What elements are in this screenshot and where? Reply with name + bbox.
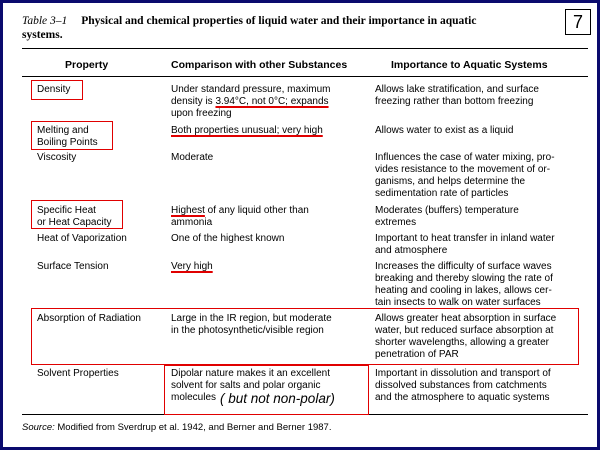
- row-solvent-property: Solvent Properties: [37, 368, 119, 379]
- row-viscosity-comparison: Moderate: [171, 152, 214, 163]
- row-surface-tension-property: Surface Tension: [37, 261, 109, 272]
- row-solvent-comparison: Dipolar nature makes it an excellent solvent for salts and polar organic molecules: [171, 368, 330, 403]
- row-viscosity-property: Viscosity: [37, 152, 77, 163]
- row-density-importance: Allows lake stratification, and surface freezing rather than bottom freezing: [375, 84, 539, 107]
- row-solvent-importance: Important in dissolution and transport of dissolved substances from catchments and the atmosphere to aquatic systems: [375, 368, 551, 403]
- row-absorption-property: Absorption of Radiation: [37, 313, 141, 324]
- row-vaporization-comparison: One of the highest known: [171, 233, 285, 244]
- row-vaporization-importance: Important to heat transfer in inland water and atmosphere: [375, 233, 555, 256]
- row-melting-importance: Allows water to exist as a liquid: [375, 125, 514, 136]
- table-number: Table 3–1: [22, 15, 68, 27]
- annotation-note: ( but not non-polar): [220, 391, 335, 406]
- row-specific-heat-importance: Moderates (buffers) temperature extremes: [375, 205, 519, 228]
- row-melting-property: Melting and Boiling Points: [37, 125, 98, 148]
- row-surface-tension-comparison: Very high: [171, 261, 213, 272]
- row-surface-tension-importance: Increases the difficulty of surface waves breaking and thereby slowing the rate of heating and cooling in lakes, allows cer- tain insects to walk on water surfaces: [375, 261, 553, 308]
- row-specific-heat-comparison: Highest of any liquid other than ammonia: [171, 205, 309, 228]
- header-property: Property: [65, 59, 109, 71]
- annotation-box-specific-heat: [31, 200, 123, 229]
- annotation-box-absorption: [31, 308, 579, 365]
- slide-number: 7: [565, 9, 591, 35]
- row-absorption-comparison: Large in the IR region, but moderate in the photosynthetic/visible region: [171, 313, 332, 336]
- row-viscosity-importance: Influences the case of water mixing, pro- vides resistance to the movement of or- ganisms, and helps determine the sedimentation rate of particles: [375, 152, 555, 199]
- row-specific-heat-property: Specific Heat or Heat Capacity: [37, 205, 112, 228]
- table-title: Physical and chemical properties of liquid water and their importance in aquatic systems.: [22, 15, 477, 41]
- header-rule: [22, 76, 588, 77]
- row-density-property: Density: [37, 84, 71, 95]
- header-comparison: Comparison with other Substances: [171, 59, 348, 71]
- top-rule: [22, 48, 588, 49]
- header-importance: Importance to Aquatic Systems: [391, 59, 548, 71]
- row-absorption-importance: Allows greater heat absorption in surface water, but reduced surface absorption at shorter wavelengths, allowing a greater penetration of PAR: [375, 313, 557, 360]
- row-density-comparison: Under standard pressure, maximum density is 3.94°C, not 0°C; expands upon freezing: [171, 84, 331, 119]
- table-caption: [22, 14, 492, 42]
- row-melting-comparison: Both properties unusual; very high: [171, 125, 323, 136]
- annotation-box-solvent: [164, 365, 369, 415]
- table-source: Source: Modified from Sverdrup et al. 1942, and Berner and Berner 1987.: [22, 422, 332, 433]
- annotation-box-density: [31, 80, 83, 100]
- annotation-box-melting: [31, 121, 113, 150]
- row-vaporization-property: Heat of Vaporization: [37, 233, 127, 244]
